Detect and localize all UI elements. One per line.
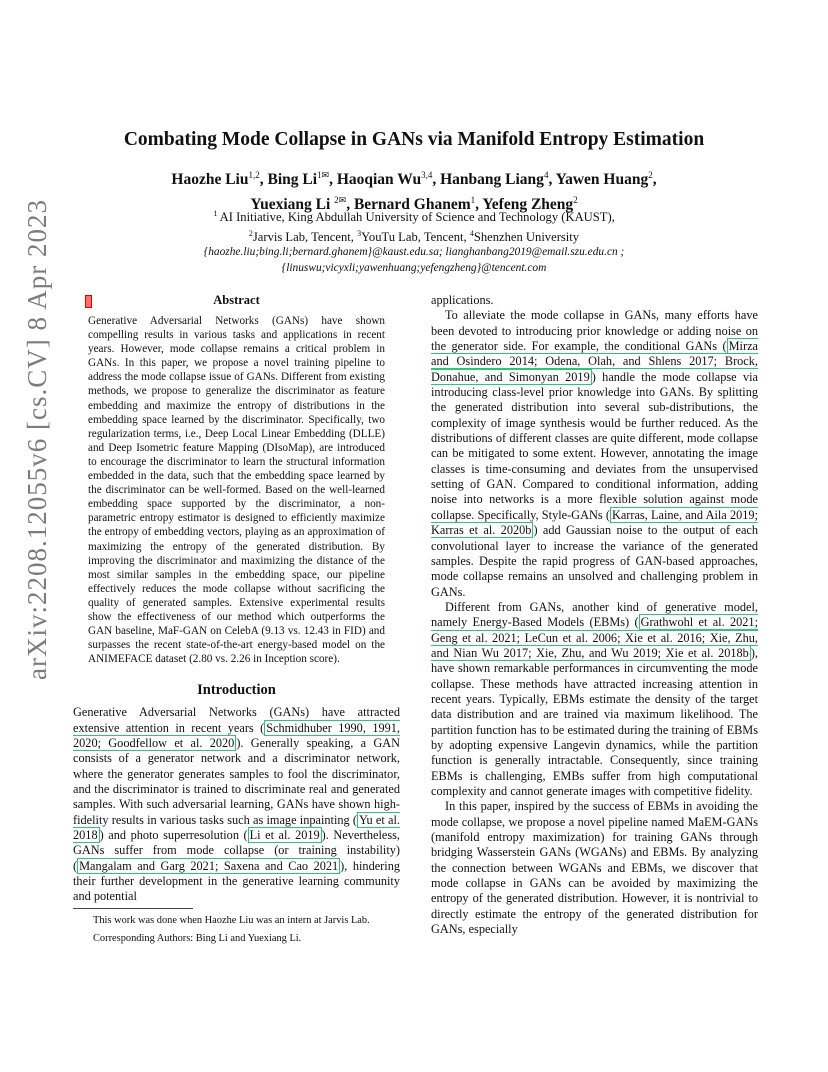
author-affiliation-mark: 1,2 xyxy=(248,170,260,180)
footnote-intern: This work was done when Haozhe Liu was an intern at Jarvis Lab. xyxy=(93,915,370,926)
introduction-paragraph-1: Generative Adversarial Networks (GANs) have attracted extensive attention in recent years ( Schmidhuber 1990, 1991, 2020; Goodfellow et al. 2020 ). Generally speaking, a GAN consists of a generator network and a discriminator network, where the generator generates samples to fool the discriminator, and the discriminator is trained to discriminate real and generated samples. With such adversarial learning, GANs have shown high-fidelity results in various tasks such as image inpainting ( Yu et al. 2018 ) and photo superresolution ( Li et al. 2019 ). Nevertheless, GANs suffer from mode collapse (or training instability) ( Mangalam and Garg 2021; Saxena and Cao 2021 ), hindering their further development in the generative learning community and potential xyxy=(73,705,400,904)
author-name: Yefeng Zheng xyxy=(482,196,574,214)
footnotes xyxy=(73,914,400,945)
paragraph-prior-knowledge: To alleviate the mode collapse in GANs, many efforts have been devoted to introducing prior knowledge or adding noise on the generator side. For example, the conditional GANs ( Mirza and Osindero 2014; Odena, Olah, and Shlens 2017; Brock, Donahue, and Simonyan 2019 ) handle the mode collapse via introducing class-level prior knowledge into GANs. By splitting the generated distribution into several sub-distributions, the complexity of image synthesis would be further reduced. As the distributions of different classes are quite different, mode collapse can be mitigated to some extent. However, annotating the image classes is time-consuming and deviates from the unsupervised setting of GAN. Compared to conditional information, adding noise into networks is a more flexible solution against mode collapse. Specifically, Style-GANs ( Karras, Laine, and Aila 2019; Karras et al. 2020b ) add Gaussian noise to the output of each convolutional layer to increase the variance of the generated samples. Despite the rapid progress of GAN-based approaches, mode collapse remains an unsolved and challenging problem in GANs. xyxy=(431,308,759,599)
abstract-heading: Abstract xyxy=(213,293,260,307)
paragraph-this-paper: In this paper, inspired by the success of EBMs in avoiding the mode collapse, we propose a novel pipeline named MaEM-GANs (manifold entropy maximization) for training GANs through bridging Wasserstein GANs (WGANs) and EBMs. By analyzing the connection between WGANs and EBMs, we discover that mode collapse in GANs can be avoided by maximizing the entropy of the generated distribution. However, it is nontrivial to directly estimate the entropy of the generated distribution for GANs, especially xyxy=(431,799,758,937)
author-name: Bing Li xyxy=(267,171,318,189)
email-line-2: {linuswu;vicyxli;yawenhuang;yefengzheng}@tencent.com xyxy=(281,261,547,274)
author-affiliation-mark: 3,4 xyxy=(421,170,433,180)
affiliation-line-1: $^1$ AI Initiative, King Abdullah University of Science and Technology (KAUST), xyxy=(213,209,615,225)
author-line-1: Haozhe Liu$^{1,2}$, Bing $Li^{1✉}$, Haoqian Wu$^{3,4}$, Hanbang Liang$^4$, Yawen Huang$^2$, xyxy=(171,170,657,189)
right-column xyxy=(431,293,758,937)
comment-annotation-icon[interactable] xyxy=(85,295,92,308)
paragraph-continuation: applications. xyxy=(431,293,494,307)
author-affiliation-mark: 1 xyxy=(470,195,476,206)
arxiv-identifier: arXiv:2208.12055v6 [cs.CV] 8 Apr 2023 xyxy=(22,199,52,680)
email-line-1: {haozhe.liu;bing.li;bernard.ghanem}@kaust.edu.sa; lianghanbang2019@email.szu.edu.cn ; xyxy=(203,246,625,259)
citation-link[interactable]: Grathwohl et al. 2021; Geng et al. 2021; LeCun et al. 2006; Xie et al. 2016; Xie, Zhu, and Nian Wu 2017; Xie, Zhu, and Wu 2019; Xie et al. 2018b xyxy=(431,615,758,660)
citation-link[interactable]: Li et al. 2019 xyxy=(249,828,320,843)
right-column-body xyxy=(431,293,758,937)
author-name: Hanbang Liang xyxy=(440,171,544,189)
paper-title: Combating Mode Collapse in GANs via Manifold Entropy Estimation xyxy=(123,129,705,150)
citation-link[interactable]: Mangalam and Garg 2021; Saxena and Cao 2021 xyxy=(79,858,339,873)
footnote-corresponding: Corresponding Authors: Bing Li and Yuexiang Li. xyxy=(93,933,302,944)
introduction-heading: Introduction xyxy=(197,682,276,699)
citation-link[interactable]: Yu et al. 2018 xyxy=(73,812,400,843)
author-name: Yawen Huang xyxy=(555,171,649,189)
paragraph-ebms: Different from GANs, another kind of generative model, namely Energy-Based Models (EBMs) ( Grathwohl et al. 2021; Geng et al. 2021; LeCun et al. 2006; Xie et al. 2016; Xie, Zhu, and Nian Wu 2017; Xie, Zhu, and Wu 2019; Xie et al. 2018b ), have shown remarkable performances in circumventing the mode collapse. These methods have attracted increasing attention in recent years. Typically, EBMs estimate the density of the target data distribution and are trained via maximum likelihood. The partition function has to be estimated during the training of EBMs by adopting expensive Langevin dynamics, while the partition function is generally intractable. Consequently, since training EBMs is challenging, EMBs suffer from high computational complexity and cannot generate images with competitive fidelity. xyxy=(431,599,758,798)
author-affiliation-mark: 1✉ xyxy=(317,170,330,180)
abstract-heading-wrap xyxy=(73,293,400,308)
abstract-text: Generative Adversarial Networks (GANs) have shown compelling results in various tasks and applications in recent years. However, mode collapse remains a critical problem in GANs. In this paper, we propose a novel training pipeline to address the mode collapse issue of GANs. Different from existing methods, we propose to generalize the discriminator as feature embedding and maximize the entropy of distributions in the embedding space learned by the discriminator. Specifically, two regularization terms, i.e., Deep Local Linear Embedding (DLLE) and Deep Isometric feature Mapping (DIsoMap), are introduced to encourage the discriminator to learn the structural information embedded in the data, such that the embedding space learned by the discriminator can be well-formed. Based on the well-learned embedding space supported by the discriminator, a non-parametric entropy estimator is designed to efficiently maximize the entropy of embedding vectors, playing as an approximation of maximizing the entropy of the generated distribution. By improving the discriminator and maximizing the distance of the most similar samples in the embedding space, our pipeline effectively reduces the mode collapse without sacrificing the quality of generated samples. Extensive experimental results show the effectiveness of our method which outperforms the GAN baseline, MaF-GAN on CelebA (9.13 vs. 12.43 in FID) and surpasses the recent state-of-the-art energy-based model on the ANIMEFACE dataset (2.80 vs. 2.26 in Inception score). xyxy=(88,315,385,666)
author-affiliation-mark: 2✉ xyxy=(334,195,347,206)
author-line-2: Yuexiang Li $^{2✉}$, Bernard Ghanem$^1$, Yefeng Zheng$^2$ xyxy=(250,195,578,214)
author-name: Bernard Ghanem xyxy=(353,196,471,214)
footnote-rule xyxy=(73,908,193,909)
author-affiliation-mark: 2 xyxy=(648,170,653,180)
author-name: Haoqian Wu xyxy=(336,171,422,189)
citation-link[interactable]: Karras, Laine, and Aila 2019; Karras et al. 2020b xyxy=(431,507,758,538)
introduction-body xyxy=(73,705,400,904)
author-affiliation-mark: 2 xyxy=(573,195,578,206)
affiliations xyxy=(60,206,768,276)
author-name: Yuexiang Li xyxy=(250,196,335,214)
author-affiliation-mark: 4 xyxy=(543,170,549,180)
author-name: Haozhe Liu xyxy=(171,171,249,189)
citation-link[interactable]: Schmidhuber 1990, 1991, 2020; Goodfellow et al. 2020 xyxy=(73,720,400,751)
affiliation-line-2: $^2$Jarvis Lab, Tencent, $^3$YouTu Lab, Tencent, $^4$Shenzhen University xyxy=(248,228,580,244)
left-column xyxy=(73,293,400,905)
citation-link[interactable]: Mirza and Osindero 2014; Odena, Olah, and Shlens 2017; Brock, Donahue, and Simonyan 2019 xyxy=(431,339,758,384)
